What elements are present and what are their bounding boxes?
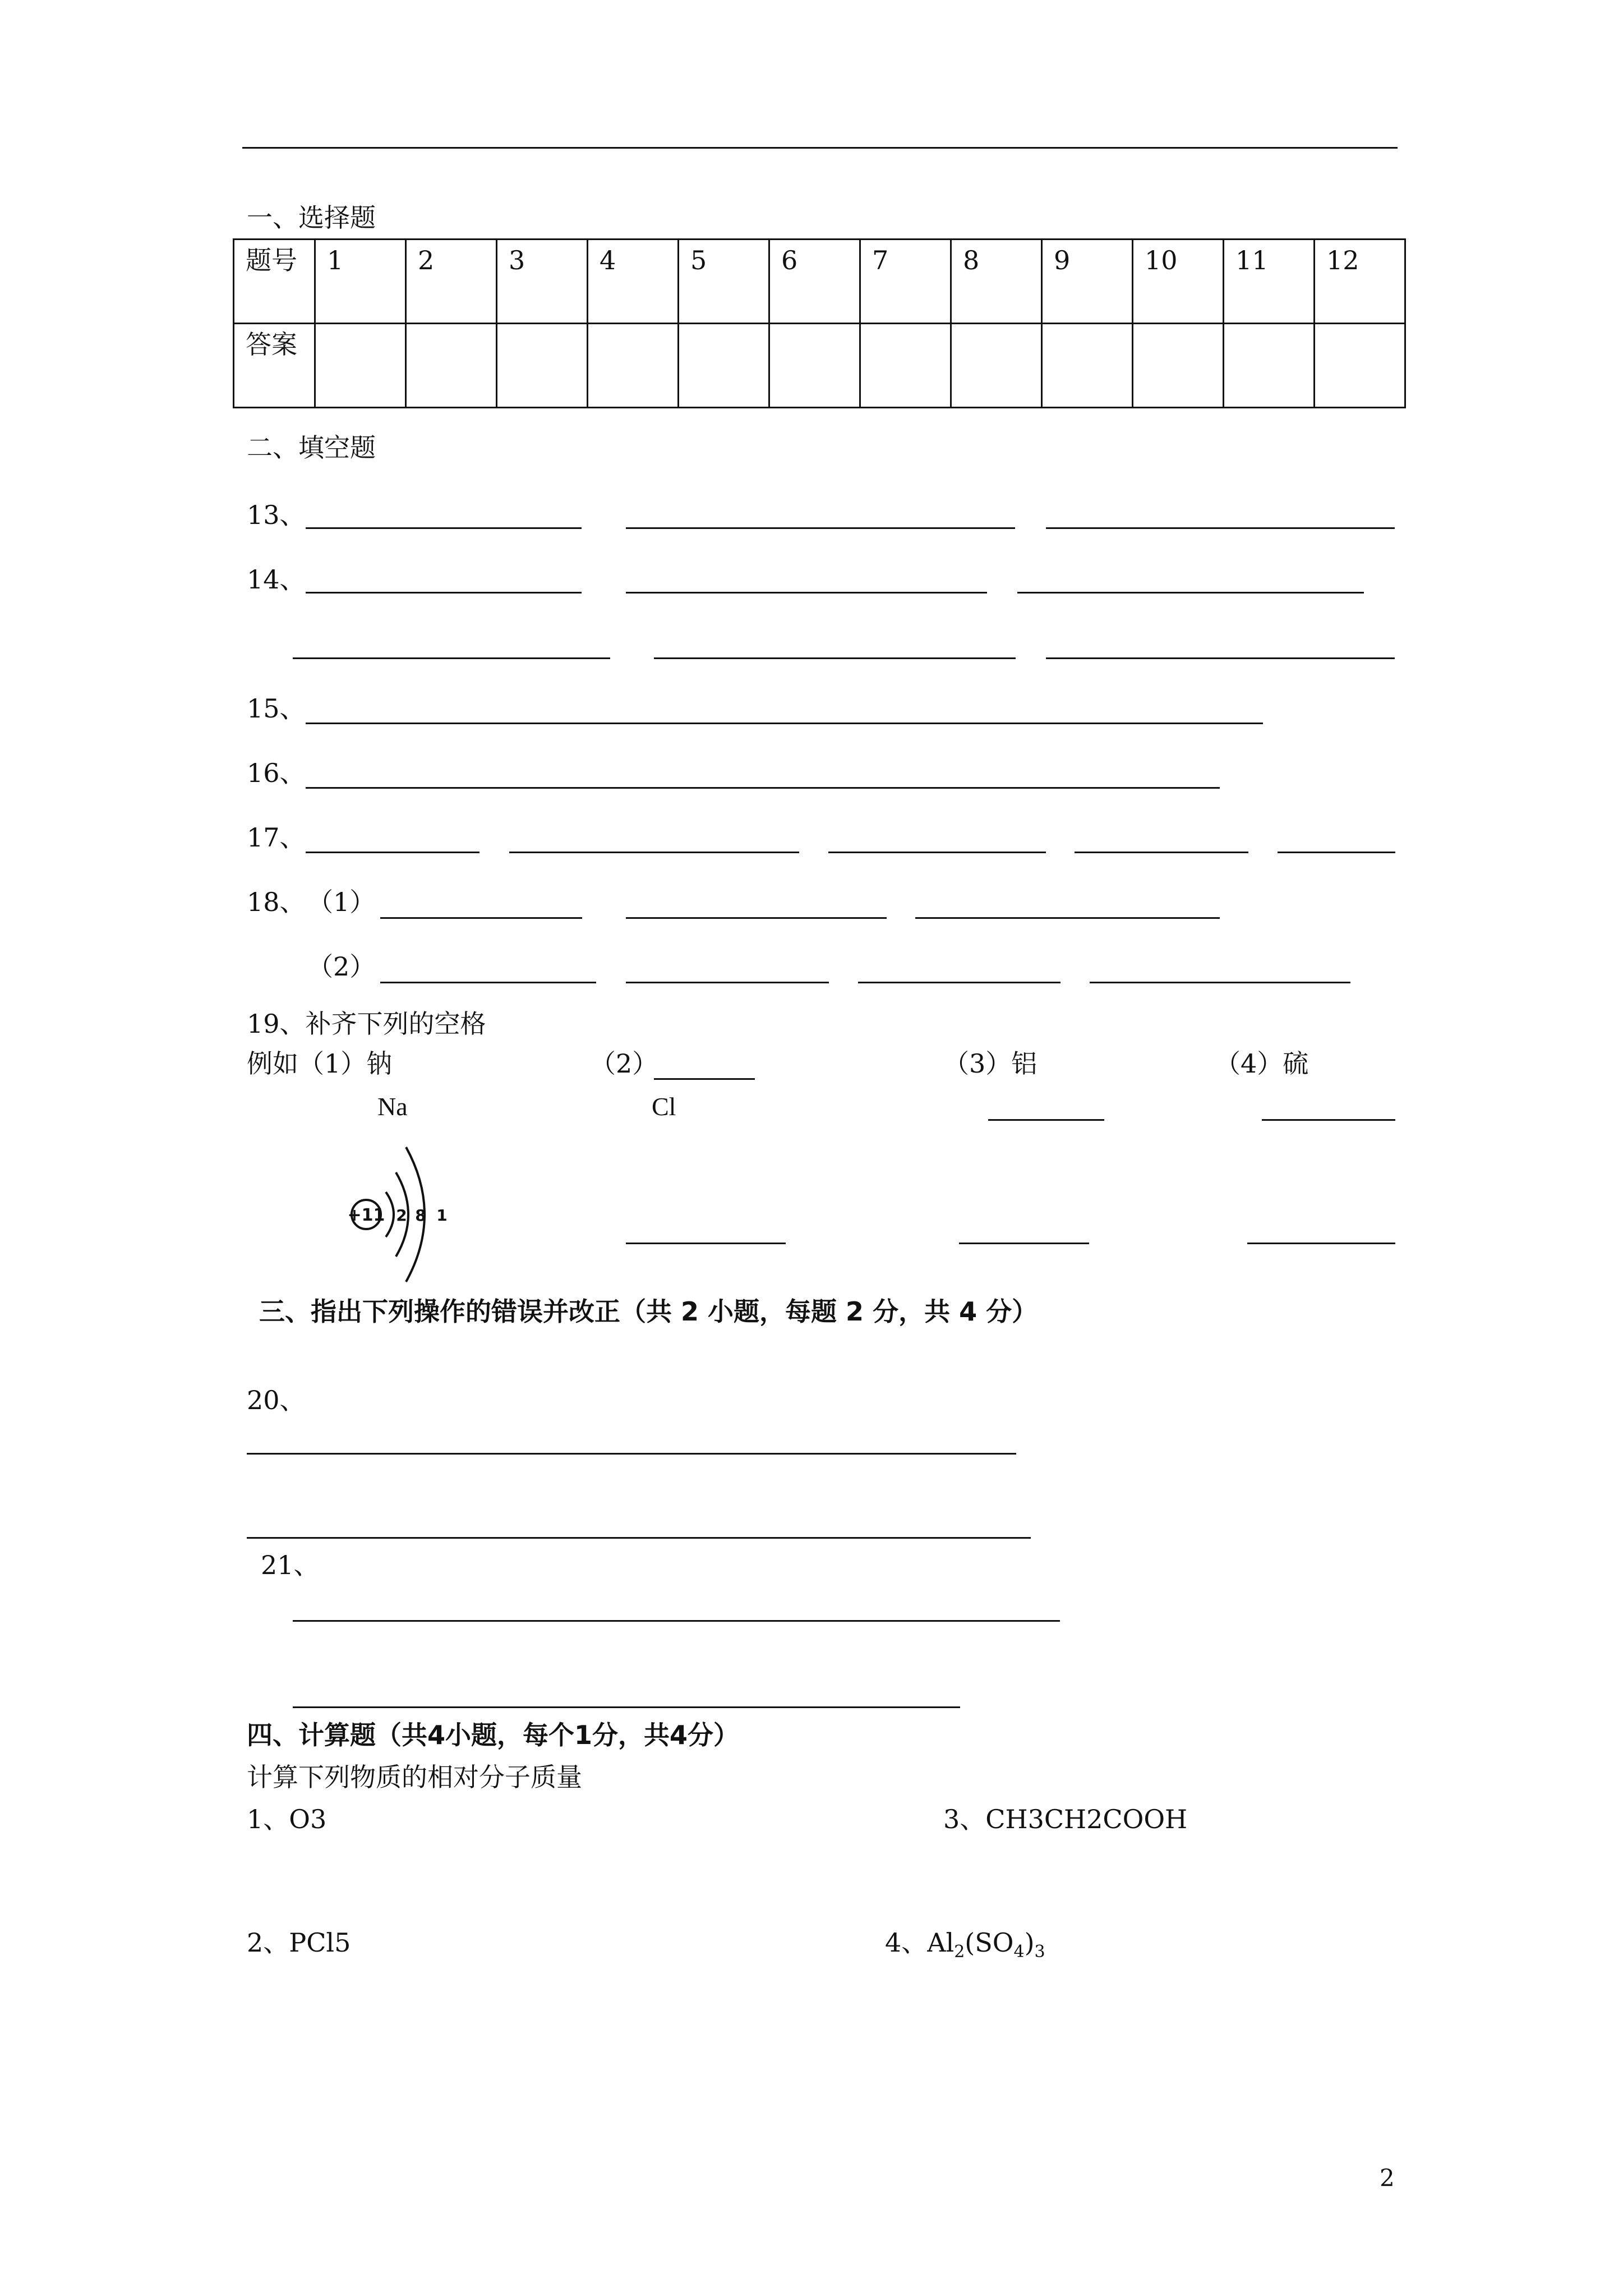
table-row-question bbox=[234, 240, 1405, 324]
q18-part1-label: （1） bbox=[307, 887, 376, 917]
row-header-question: 题号 bbox=[234, 240, 315, 324]
q14-blank-2[interactable] bbox=[626, 592, 987, 593]
q21-label: 21、 bbox=[261, 1550, 320, 1580]
table-cell-number: 6 bbox=[769, 240, 860, 324]
q19-3-symbol-blank[interactable] bbox=[988, 1119, 1104, 1121]
q19-example-label: 例如（1）钠 bbox=[247, 1048, 393, 1079]
q21-blank-2[interactable] bbox=[293, 1706, 960, 1708]
q13-blank-1[interactable] bbox=[306, 527, 582, 529]
q18-1-blank-3[interactable] bbox=[915, 917, 1220, 919]
q17-blank-4[interactable] bbox=[1075, 852, 1248, 853]
header-rule bbox=[242, 147, 1398, 149]
table-cell-number: 10 bbox=[1133, 240, 1224, 324]
q19-3-structure-blank[interactable] bbox=[959, 1243, 1089, 1244]
calc-item-4-sub-al: 2 bbox=[954, 1942, 965, 1962]
q17-blank-1[interactable] bbox=[306, 852, 479, 853]
q18-2-blank-3[interactable] bbox=[858, 982, 1061, 983]
calc-item-4-prefix: 4、Al bbox=[885, 1927, 955, 1958]
answer-table bbox=[233, 238, 1406, 408]
q19-part4-label: （4）硫 bbox=[1215, 1048, 1309, 1079]
q18-label: 18、 bbox=[247, 887, 306, 917]
section4-title: 四、计算题（共4小题，每个1分，共4分） bbox=[247, 1720, 740, 1750]
q19-2-structure-blank[interactable] bbox=[626, 1243, 786, 1244]
q15-blank[interactable] bbox=[306, 723, 1263, 724]
section3-title: 三、指出下列操作的错误并改正（共 2 小题，每题 2 分，共 4 分） bbox=[259, 1296, 1038, 1327]
table-cell-number: 8 bbox=[951, 240, 1042, 324]
q15-label: 15、 bbox=[247, 693, 306, 724]
table-cell-number: 5 bbox=[679, 240, 769, 324]
q20-blank-2[interactable] bbox=[247, 1537, 1031, 1539]
calc-item-4 bbox=[885, 1927, 1045, 1968]
q14-label: 14、 bbox=[247, 564, 306, 595]
answer-cell-2[interactable] bbox=[406, 324, 497, 408]
answer-cell-8[interactable] bbox=[951, 324, 1042, 408]
q18-part2-label: （2） bbox=[307, 951, 376, 982]
q14-blank-5[interactable] bbox=[654, 657, 1016, 659]
row-header-answer: 答案 bbox=[234, 324, 315, 408]
q17-blank-3[interactable] bbox=[828, 852, 1046, 853]
answer-cell-10[interactable] bbox=[1133, 324, 1224, 408]
table-cell-number: 2 bbox=[406, 240, 497, 324]
sodium-atom-structure-diagram bbox=[342, 1139, 465, 1285]
page-number: 2 bbox=[1380, 2164, 1395, 2192]
q19-2-blank[interactable] bbox=[654, 1078, 755, 1080]
q19-label: 19、补齐下列的空格 bbox=[247, 1009, 486, 1039]
q20-label: 20、 bbox=[247, 1385, 306, 1415]
calc-item-1: 1、O3 bbox=[247, 1804, 327, 1834]
section1-title: 一、选择题 bbox=[247, 203, 376, 233]
q21-blank-1[interactable] bbox=[293, 1620, 1060, 1622]
q18-2-blank-4[interactable] bbox=[1090, 982, 1350, 983]
section4-instruction: 计算下列物质的相对分子质量 bbox=[247, 1762, 582, 1792]
table-cell-number: 11 bbox=[1224, 240, 1315, 324]
answer-cell-12[interactable] bbox=[1315, 324, 1405, 408]
q13-blank-2[interactable] bbox=[626, 527, 1015, 529]
q18-1-blank-2[interactable] bbox=[626, 917, 887, 919]
q14-blank-1[interactable] bbox=[306, 592, 582, 593]
calc-item-3: 3、CH3CH2COOH bbox=[943, 1804, 1188, 1834]
q19-part3-label: （3）铝 bbox=[943, 1048, 1038, 1079]
answer-cell-4[interactable] bbox=[588, 324, 679, 408]
shell-3-electrons: 1 bbox=[436, 1206, 448, 1225]
q20-blank-1[interactable] bbox=[247, 1453, 1016, 1455]
q19-4-structure-blank[interactable] bbox=[1247, 1243, 1395, 1244]
calc-item-4-sub-so4: 3 bbox=[1034, 1942, 1045, 1962]
shell-1-electrons: 2 bbox=[396, 1206, 407, 1225]
q14-blank-4[interactable] bbox=[293, 657, 610, 659]
table-row-answer bbox=[234, 324, 1405, 408]
q19-symbol-na: Na bbox=[377, 1092, 408, 1121]
q14-blank-3[interactable] bbox=[1017, 592, 1364, 593]
q14-blank-6[interactable] bbox=[1046, 657, 1395, 659]
table-cell-number: 9 bbox=[1042, 240, 1133, 324]
q17-label: 17、 bbox=[247, 822, 306, 853]
section2-title: 二、填空题 bbox=[247, 432, 376, 463]
q19-part2-label: （2） bbox=[590, 1048, 658, 1079]
table-cell-number: 4 bbox=[588, 240, 679, 324]
calc-item-4-mid: (SO bbox=[965, 1927, 1014, 1958]
calc-item-2: 2、PCl5 bbox=[247, 1927, 351, 1958]
calc-item-4-sub-o: 4 bbox=[1013, 1942, 1025, 1962]
answer-cell-5[interactable] bbox=[679, 324, 769, 408]
answer-cell-1[interactable] bbox=[315, 324, 406, 408]
q17-blank-2[interactable] bbox=[509, 852, 799, 853]
q13-label: 13、 bbox=[247, 500, 306, 530]
q16-label: 16、 bbox=[247, 758, 306, 788]
q19-symbol-cl: Cl bbox=[652, 1092, 676, 1121]
q18-2-blank-1[interactable] bbox=[380, 982, 596, 983]
nucleus-charge: +11 bbox=[347, 1205, 385, 1225]
q18-1-blank-1[interactable] bbox=[380, 917, 582, 919]
answer-cell-7[interactable] bbox=[860, 324, 951, 408]
shell-2-electrons: 8 bbox=[415, 1206, 426, 1225]
answer-cell-6[interactable] bbox=[769, 324, 860, 408]
table-cell-number: 3 bbox=[497, 240, 588, 324]
q18-2-blank-2[interactable] bbox=[626, 982, 829, 983]
q17-blank-5[interactable] bbox=[1278, 852, 1395, 853]
table-cell-number: 12 bbox=[1315, 240, 1405, 324]
table-cell-number: 7 bbox=[860, 240, 951, 324]
answer-cell-9[interactable] bbox=[1042, 324, 1133, 408]
electron-shell-1 bbox=[386, 1192, 394, 1237]
q19-4-symbol-blank[interactable] bbox=[1262, 1119, 1395, 1121]
answer-cell-11[interactable] bbox=[1224, 324, 1315, 408]
table-cell-number: 1 bbox=[315, 240, 406, 324]
answer-cell-3[interactable] bbox=[497, 324, 588, 408]
q16-blank[interactable] bbox=[306, 787, 1220, 789]
q13-blank-3[interactable] bbox=[1046, 527, 1395, 529]
calc-item-4-end: ) bbox=[1024, 1927, 1035, 1958]
